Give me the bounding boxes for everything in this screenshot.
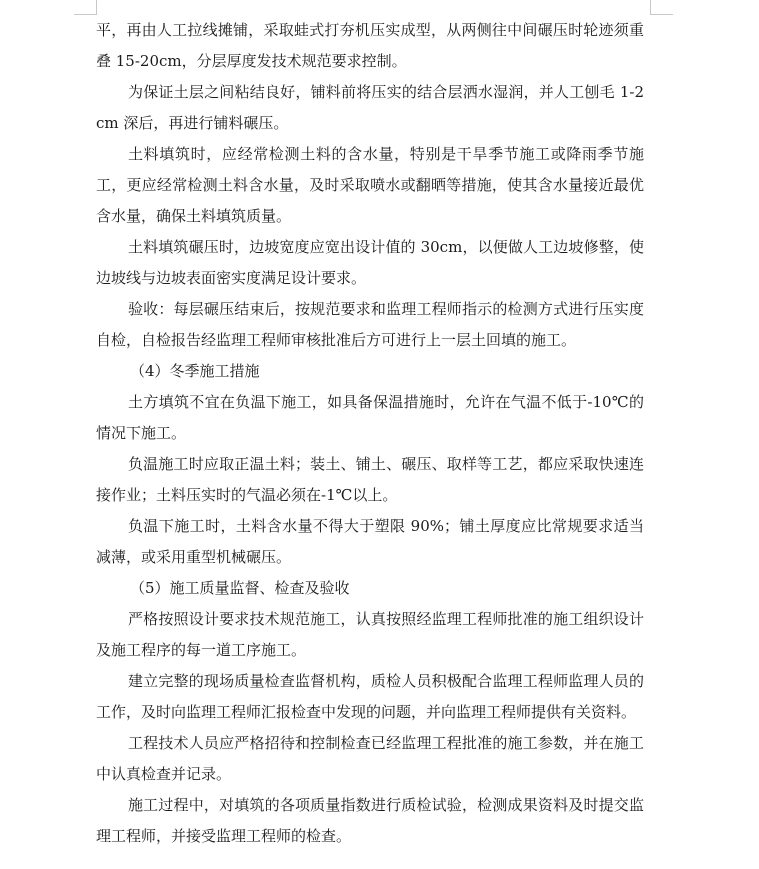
paragraph: 平，再由人工拉线摊铺，采取蛙式打夯机压实成型，从两侧往中间碾压时轮迹须重叠 15-20cm，分层厚度发技术规范要求控制。 (96, 21, 644, 70)
paragraph: 土料填筑时，应经常检测土料的含水量，特别是干旱季节施工或降雨季节施工，更应经常检测土料含水量，及时采取喷水或翻晒等措施，使其含水量接近最优含水量，确保土料填筑质量。 (96, 145, 644, 225)
paragraph: 施工过程中，对填筑的各项质量指数进行质检试验，检测成果资料及时提交监理工程师，并接受监理工程师的检查。 (96, 796, 644, 845)
margin-corner-mark-left (74, 0, 97, 15)
paragraph: 建立完整的现场质量检查监督机构，质检人员积极配合监理工程师监理人员的工作，及时向监理工程师汇报检查中发现的问题，并向监理工程师提供有关资料。 (96, 672, 644, 721)
margin-corner-mark-right (650, 0, 673, 15)
section-heading: （4）冬季施工措施 (130, 362, 260, 380)
paragraph: 工程技术人员应严格招待和控制检查已经监理工程批准的施工参数，并在施工中认真检查并记录。 (96, 734, 644, 783)
document-body (96, 15, 644, 852)
section-heading: （5）施工质量监督、检查及验收 (130, 579, 350, 597)
paragraph: 验收：每层碾压结束后，按规范要求和监理工程师指示的检测方式进行压实度自检，自检报告经监理工程师审核批准后方可进行上一层土回填的施工。 (96, 300, 644, 349)
paragraph: 严格按照设计要求技术规范施工，认真按照经监理工程师批准的施工组织设计及施工程序的每一道工序施工。 (96, 610, 644, 659)
paragraph: 为保证土层之间粘结良好，铺料前将压实的结合层洒水湿润，并人工刨毛 1-2cm 深后，再进行铺料碾压。 (96, 83, 644, 132)
paragraph: 土方填筑不宜在负温下施工，如具备保温措施时，允许在气温不低于-10℃的情况下施工。 (96, 393, 644, 442)
paragraph: 负温下施工时，土料含水量不得大于塑限 90%；铺土厚度应比常规要求适当减薄，或采用重型机械碾压。 (96, 517, 644, 566)
paragraph: 土料填筑碾压时，边坡宽度应宽出设计值的 30cm，以便做人工边坡修整，使边坡线与边坡表面密实度满足设计要求。 (96, 238, 644, 287)
paragraph: 负温施工时应取正温土料；装土、铺土、碾压、取样等工艺，都应采取快速连接作业；土料压实时的气温必须在-1℃以上。 (96, 455, 644, 504)
